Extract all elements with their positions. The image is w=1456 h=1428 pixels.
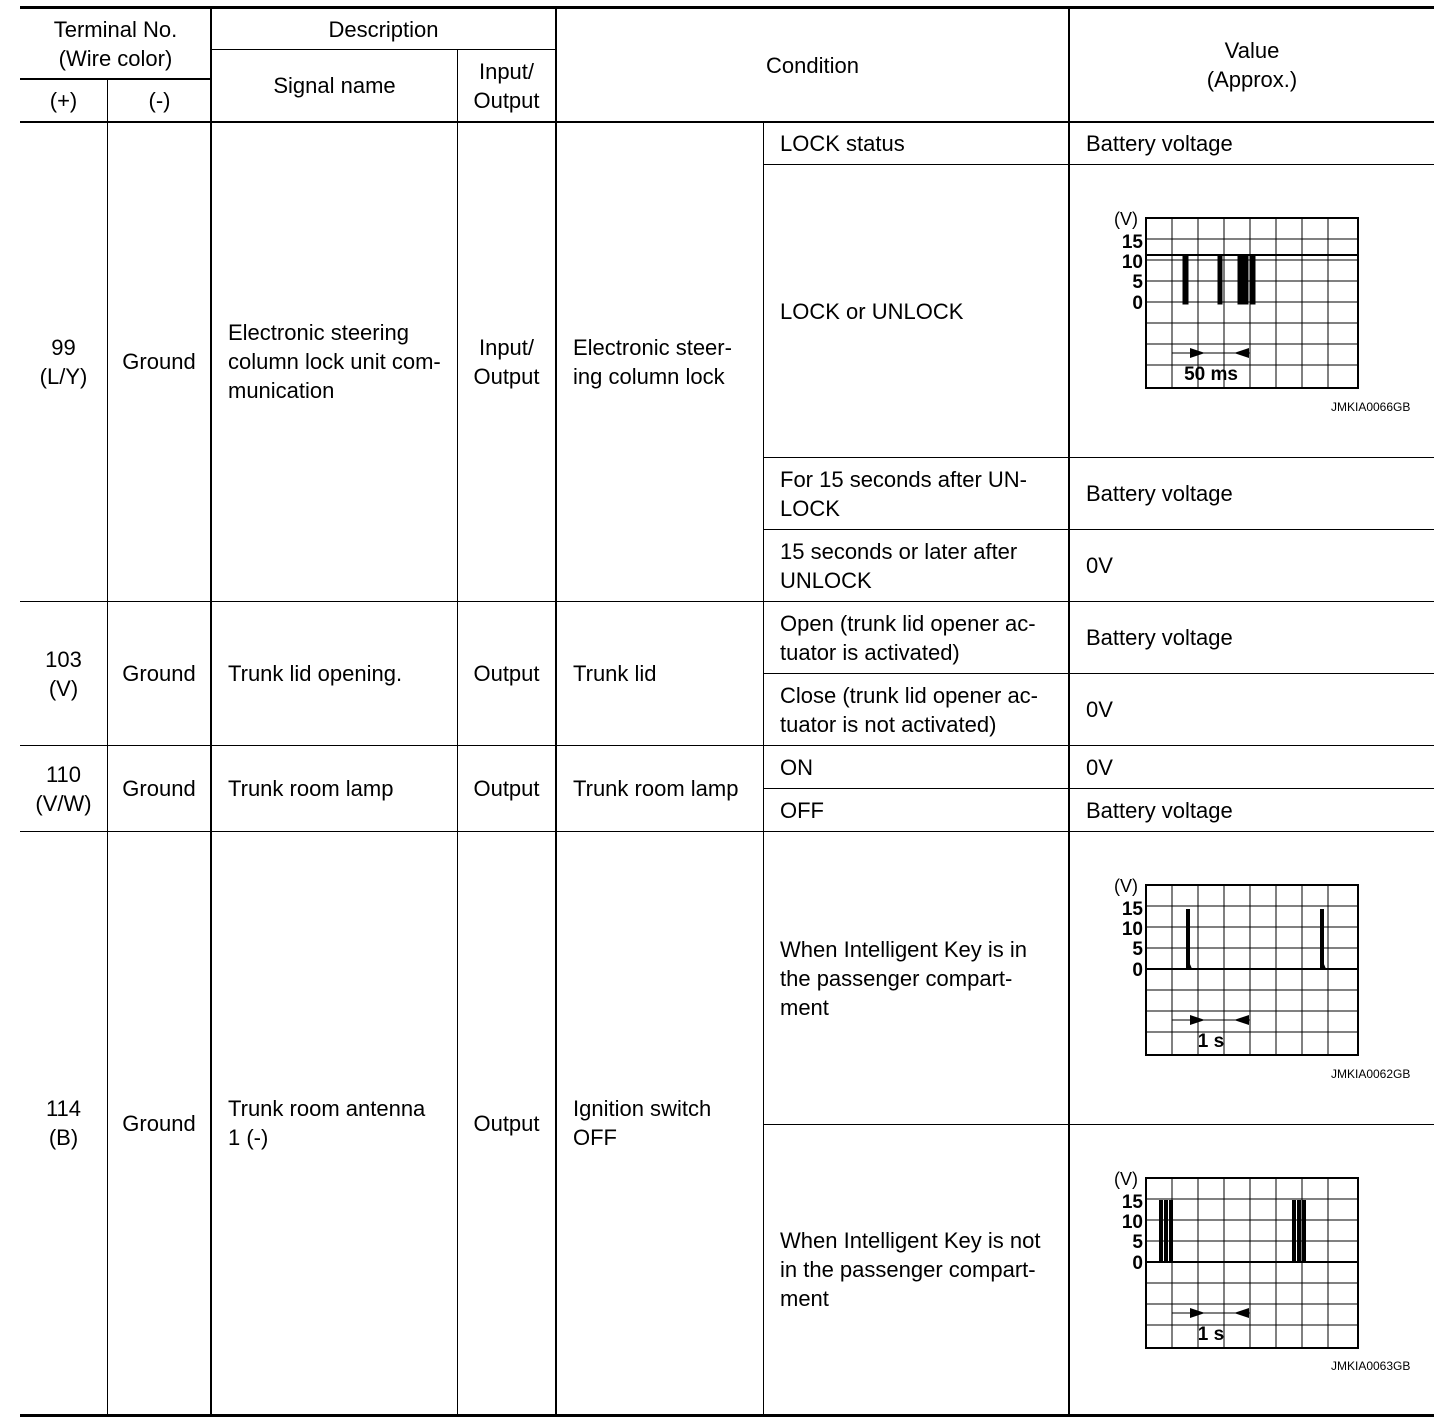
sub-condition-cell bbox=[764, 789, 1068, 831]
condition-cell bbox=[557, 746, 763, 831]
value-cell bbox=[1070, 746, 1434, 788]
header-condition bbox=[557, 9, 1068, 121]
terminal-cell bbox=[20, 832, 107, 1414]
ground-cell bbox=[108, 832, 210, 1414]
io-cell bbox=[458, 746, 555, 831]
header-value-text: Value (Approx.) bbox=[1206, 38, 1298, 92]
terminal-cell bbox=[20, 602, 107, 745]
sub-condition-cell bbox=[764, 530, 1068, 601]
header-value bbox=[1070, 9, 1434, 121]
condition-text: Trunk room lamp bbox=[573, 776, 739, 801]
sub-condition-text: OFF bbox=[780, 797, 824, 823]
sub-condition-cell bbox=[764, 165, 1068, 457]
terminal-cell bbox=[20, 746, 107, 831]
sub-condition-cell bbox=[764, 1125, 1068, 1414]
sub-condition-cell bbox=[764, 832, 1068, 1124]
condition-cell bbox=[557, 122, 763, 601]
signal-text: Trunk lid opening. bbox=[228, 661, 403, 686]
value-cell bbox=[1070, 122, 1434, 164]
wave-tick: 10 bbox=[1121, 919, 1143, 940]
sub-condition-text: LOCK or UNLOCK bbox=[780, 298, 964, 324]
waveform-lock-unlock bbox=[1110, 205, 1370, 400]
value-text: Battery voltage bbox=[1086, 797, 1233, 823]
ground-text: Ground bbox=[122, 349, 196, 374]
terminal-table bbox=[20, 0, 1434, 1428]
terminal-text: 103 (V) bbox=[45, 646, 82, 701]
value-cell bbox=[1070, 602, 1434, 673]
condition-text: Trunk lid bbox=[573, 661, 657, 686]
sub-condition-cell bbox=[764, 122, 1068, 164]
io-text: Input/ Output bbox=[473, 334, 540, 389]
condition-text: Electronic steer- ing column lock bbox=[573, 334, 732, 389]
signal-cell bbox=[212, 832, 457, 1414]
condition-cell bbox=[557, 602, 763, 745]
sub-condition-text: 15 seconds or later after UNLOCK bbox=[780, 538, 1018, 593]
value-cell bbox=[1070, 530, 1434, 601]
io-text: Output bbox=[473, 1110, 540, 1136]
value-cell bbox=[1070, 674, 1434, 745]
wave-tick: 0 bbox=[1132, 1253, 1143, 1274]
signal-cell bbox=[212, 122, 457, 601]
terminal-cell bbox=[20, 122, 107, 601]
table-bottom-border bbox=[20, 1414, 1434, 1417]
value-text: Battery voltage bbox=[1086, 130, 1233, 156]
ground-text: Ground bbox=[122, 776, 196, 801]
value-text: Battery voltage bbox=[1086, 625, 1233, 650]
io-cell bbox=[458, 602, 555, 745]
signal-text: Electronic steering column lock unit com- munication bbox=[228, 320, 441, 403]
value-cell bbox=[1070, 458, 1434, 529]
wave-tick: 15 bbox=[1121, 1192, 1143, 1213]
header-input-output-text: Input/ Output bbox=[473, 58, 540, 113]
sub-condition-text: Open (trunk lid opener ac- tuator is activated) bbox=[780, 610, 1036, 665]
terminal-text: 110 (V/W) bbox=[35, 761, 92, 816]
figure-code: JMKIA0066GB bbox=[1331, 400, 1411, 414]
header-minus-text: (-) bbox=[148, 87, 171, 113]
ground-text: Ground bbox=[122, 661, 196, 686]
wave-unit: (V) bbox=[1114, 1169, 1138, 1189]
header-plus bbox=[20, 79, 107, 121]
wave-tick: 0 bbox=[1132, 960, 1143, 981]
sub-condition-cell bbox=[764, 674, 1068, 745]
sub-condition-cell bbox=[764, 746, 1068, 788]
wave-tick: 10 bbox=[1121, 252, 1143, 273]
signal-text: Trunk room lamp bbox=[228, 776, 394, 801]
header-condition-text: Condition bbox=[766, 52, 859, 78]
signal-cell bbox=[212, 746, 457, 831]
header-description-text: Description bbox=[328, 16, 439, 42]
signal-text: Trunk room antenna 1 (-) bbox=[228, 1096, 426, 1150]
wave-time-label: 50 ms bbox=[1184, 364, 1238, 385]
sub-condition-cell bbox=[764, 602, 1068, 673]
figure-code: JMKIA0062GB bbox=[1331, 1067, 1411, 1081]
io-cell bbox=[458, 122, 555, 601]
wave-tick: 5 bbox=[1132, 939, 1143, 960]
condition-text: Ignition switch OFF bbox=[573, 1096, 712, 1150]
signal-cell bbox=[212, 602, 457, 745]
sub-condition-text: When Intelligent Key is not in the passenger compart- ment bbox=[780, 1228, 1041, 1311]
value-text: 0V bbox=[1086, 697, 1113, 722]
wave-tick: 15 bbox=[1121, 899, 1143, 920]
sub-condition-text: ON bbox=[780, 754, 813, 780]
wave-tick: 0 bbox=[1132, 293, 1143, 314]
wave-tick: 5 bbox=[1132, 1232, 1143, 1253]
terminal-text: 114 (B) bbox=[45, 1096, 82, 1150]
header-description bbox=[211, 9, 556, 49]
value-text: 0V bbox=[1086, 553, 1113, 578]
ground-cell bbox=[108, 122, 210, 601]
waveform-key-in bbox=[1110, 872, 1370, 1067]
ground-cell bbox=[108, 602, 210, 745]
condition-cell bbox=[557, 832, 763, 1414]
sub-condition-text: Close (trunk lid opener ac- tuator is not activated) bbox=[780, 682, 1039, 737]
waveform-key-not-in bbox=[1110, 1165, 1370, 1360]
wave-tick: 10 bbox=[1121, 1212, 1143, 1233]
wave-time-label: 1 s bbox=[1197, 1031, 1225, 1052]
wave-tick: 5 bbox=[1132, 272, 1143, 293]
wave-tick: 15 bbox=[1121, 232, 1143, 253]
value-text: Battery voltage bbox=[1086, 481, 1233, 506]
header-terminal-no-text: Terminal No. (Wire color) bbox=[53, 16, 178, 71]
sub-condition-cell bbox=[764, 458, 1068, 529]
sub-condition-text: For 15 seconds after UN- LOCK bbox=[780, 466, 1027, 521]
ground-text: Ground bbox=[122, 1110, 196, 1136]
value-cell bbox=[1070, 789, 1434, 831]
io-text: Output bbox=[473, 776, 540, 801]
header-terminal-no bbox=[20, 9, 211, 78]
value-text: 0V bbox=[1086, 754, 1113, 780]
io-text: Output bbox=[473, 661, 540, 686]
wave-unit: (V) bbox=[1114, 876, 1138, 896]
header-signal-name-text: Signal name bbox=[273, 73, 396, 98]
sub-condition-text: When Intelligent Key is in the passenger compart- ment bbox=[780, 936, 1028, 1020]
ground-cell bbox=[108, 746, 210, 831]
figure-code: JMKIA0063GB bbox=[1331, 1359, 1411, 1373]
header-input-output bbox=[458, 50, 555, 121]
header-signal-name bbox=[212, 50, 457, 121]
wave-unit: (V) bbox=[1114, 209, 1138, 229]
wave-time-label: 1 s bbox=[1197, 1324, 1225, 1345]
terminal-text: 99 (L/Y) bbox=[39, 334, 88, 389]
io-cell bbox=[458, 832, 555, 1414]
header-minus bbox=[108, 79, 211, 121]
header-plus-text: (+) bbox=[49, 87, 78, 113]
sub-condition-text: LOCK status bbox=[780, 130, 905, 156]
